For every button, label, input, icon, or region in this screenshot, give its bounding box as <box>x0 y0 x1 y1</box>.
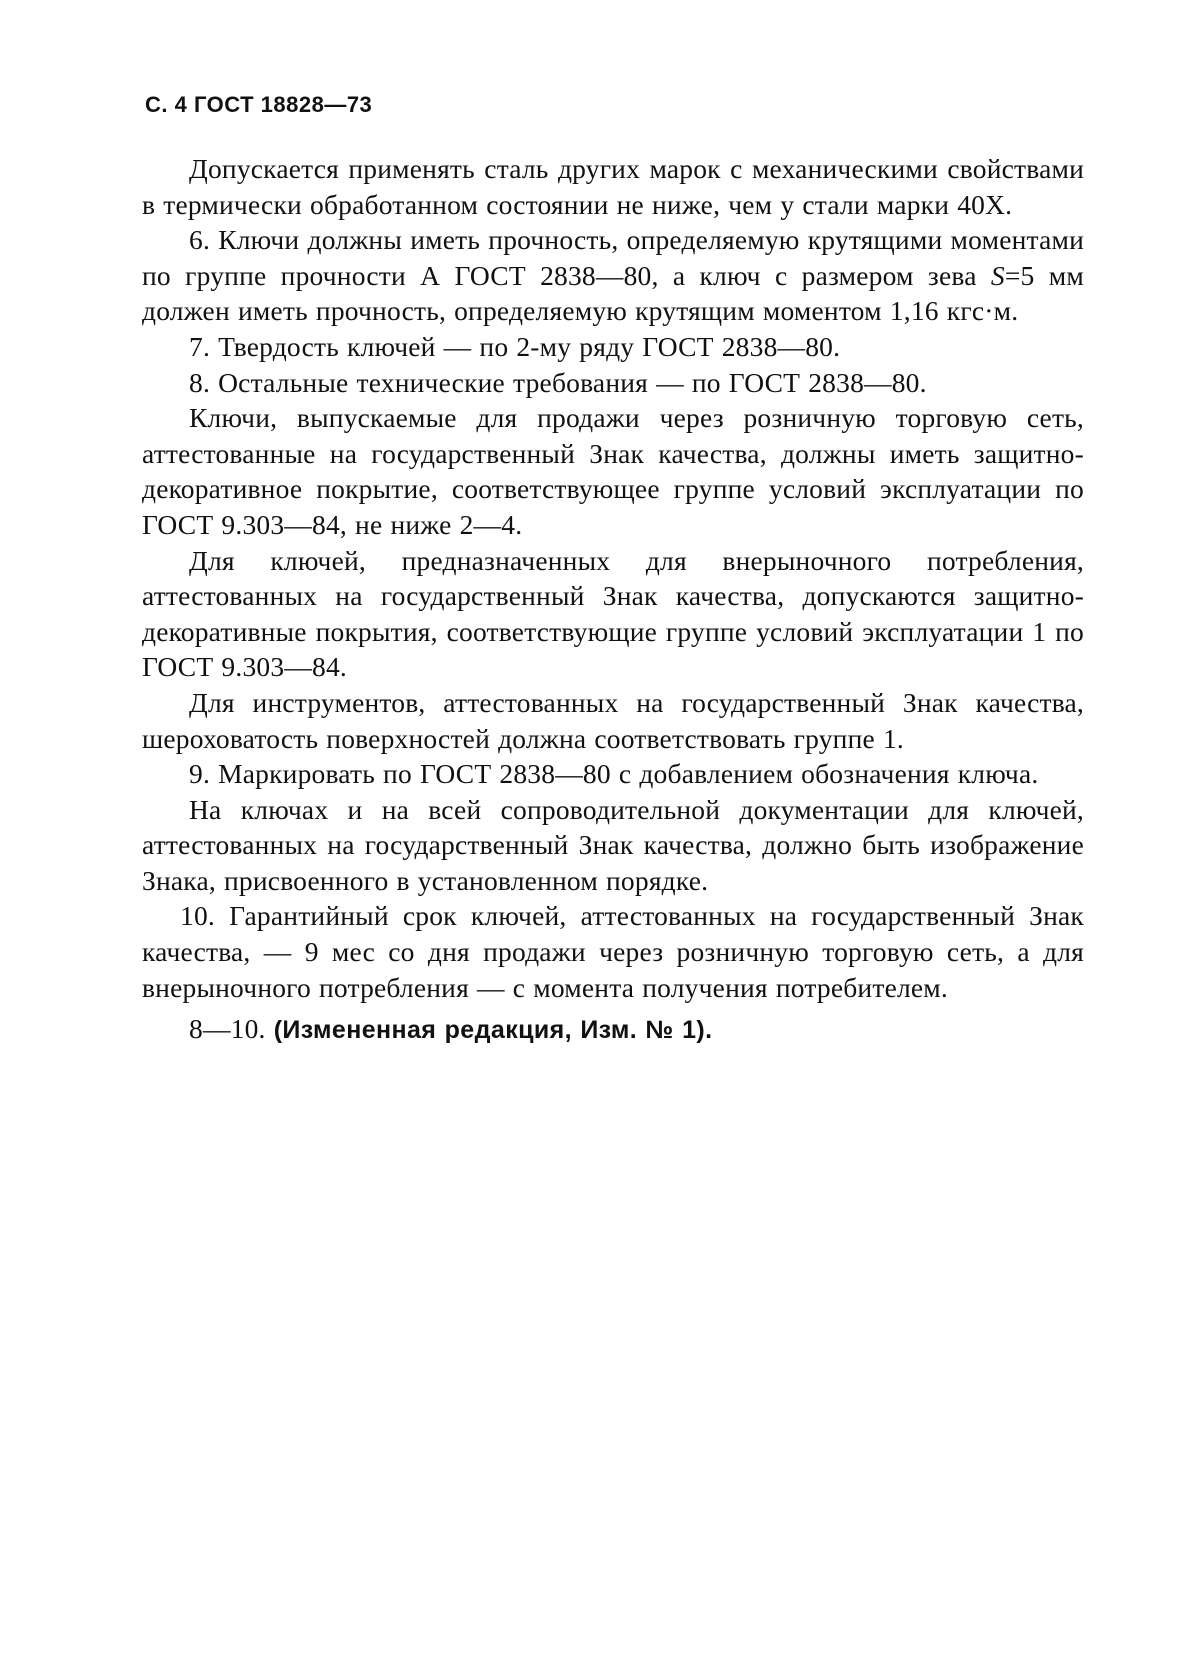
item-6-text: 6. Ключи должны иметь прочность, определяемую крутящими моментами по группе прочности А ГОСТ 2838—80, а ключ с размером зева <box>142 224 1084 291</box>
amendment-note <box>142 1011 1084 1049</box>
paragraph-item-8: 8. Остальные технические требования — по ГОСТ 2838—80. <box>189 366 927 398</box>
document-body <box>142 151 1084 1049</box>
paragraph-item-9: 9. Маркировать по ГОСТ 2838—80 с добавлением обозначения ключа. <box>189 758 1039 790</box>
paragraph-item-10: 10. Гарантийный срок ключей, аттестованных на государственный Знак качества, — 9 мес со дня продажи через розничную торговую сеть, а для внерыночного потребления — с момента получения потребителем. <box>142 900 1084 1003</box>
paragraph-non-market-coating: Для ключей, предназначенных для внерыночного потребления, аттестованных на государственный Знак качества, допускаются защитно-декоративные покрытия, соответствующие группе условий эксплуатации 1 по ГОСТ 9.303—84. <box>142 544 1084 683</box>
jaw-size-symbol: S <box>990 259 1005 291</box>
paragraph-steel-grades: Допускается применять сталь других марок с механическими свойствами в термически обработанном состоянии не ниже, чем у стали марки 40X. <box>142 153 1084 220</box>
amendment-text: (Измененная редакция, Изм. № 1). <box>273 1016 713 1045</box>
paragraph-item-7: 7. Твердость ключей — по 2-му ряду ГОСТ 2838—80. <box>189 330 841 362</box>
page-header: С. 4 ГОСТ 18828—73 <box>145 92 373 117</box>
paragraph-retail-coating: Ключи, выпускаемые для продажи через розничную торговую сеть, аттестованные на государственный Знак качества, должны иметь защитно-декоративное покрытие, соответствующее группе условий эксплуатации по ГОСТ 9.303—84, не ниже 2—4. <box>142 402 1084 540</box>
paragraph-roughness: Для инструментов, аттестованных на государственный Знак качества, шероховатость поверхностей должна соответствовать группе 1. <box>142 686 1084 754</box>
amendment-range: 8—10. <box>189 1013 266 1045</box>
paragraph-item-6 <box>142 222 1084 329</box>
item-6-text-continued: =5 мм должен иметь прочность, определяемую крутящим моментом 1,16 кгс·м. <box>142 259 1084 327</box>
paragraph-quality-mark: На ключах и на всей сопроводительной документации для ключей, аттестованных на государственный Знак качества, должно быть изображение Знака, присвоенного в установленном порядке. <box>142 793 1084 896</box>
